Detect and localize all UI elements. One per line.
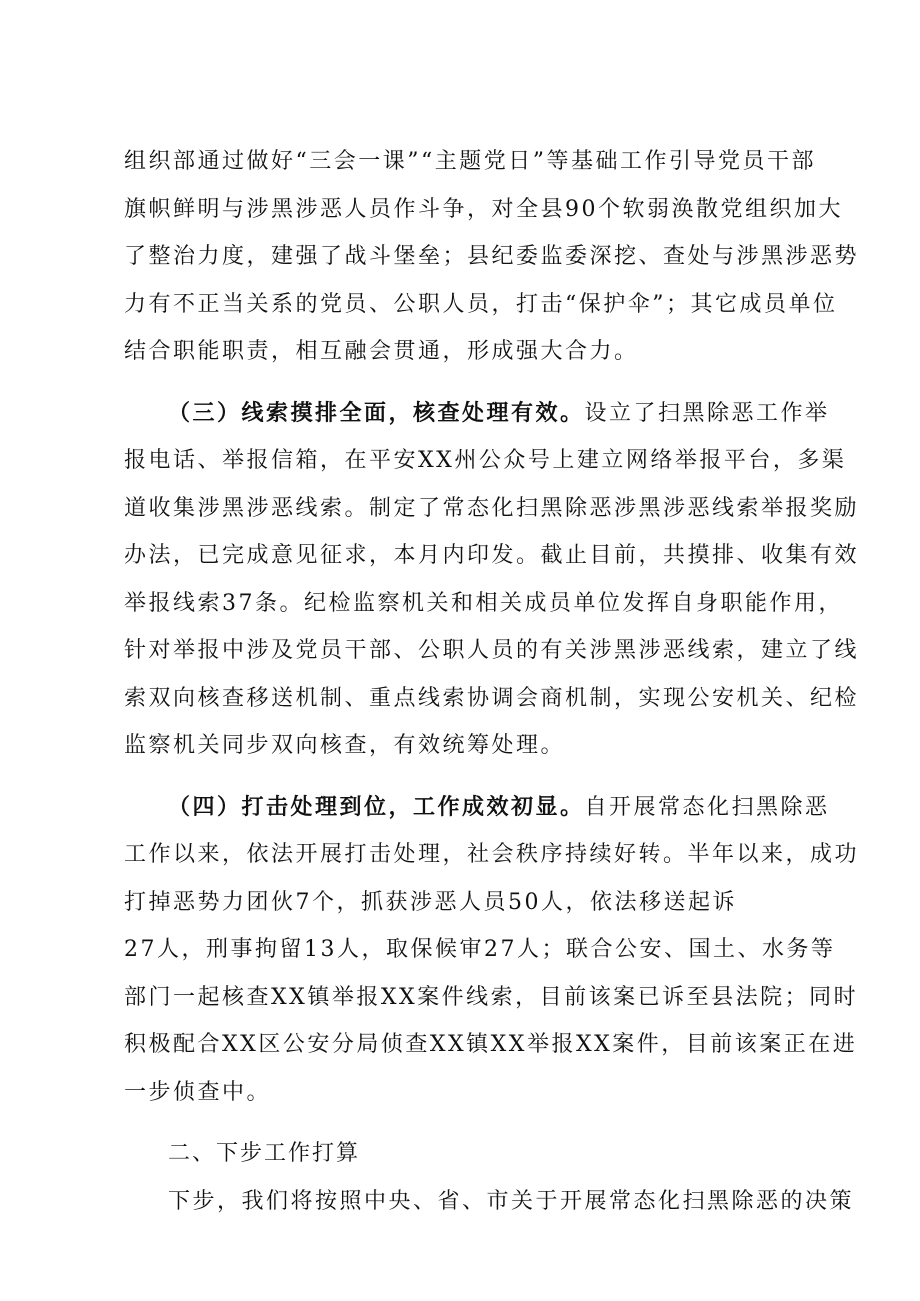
text-line: 监察机关同步双向核查，有效统筹处理。	[124, 733, 566, 758]
text-line: 力有不正当关系的党员、公职人员，打击“保护伞”；其它成员单位	[124, 291, 838, 317]
text-line: 组织部通过做好“三会一课”“主题党日”等基础工作引导党员干部	[124, 149, 816, 174]
paragraph-crackdown-results	[124, 784, 860, 1117]
text-line: 积极配合XX区公安分局侦查XX镇XX举报XX案件，目前该案正在进	[124, 1032, 858, 1057]
text-line: 报电话、举报信箱，在平安XX州公众号上建立网络举报平台，多渠	[124, 448, 847, 473]
text-line: 道收集涉黑涉恶线索。制定了常态化扫黑除恶涉黑涉恶线索举报奖励	[124, 495, 860, 521]
text-line: 办法，已完成意见征求，本月内印发。截止目前，共摸排、收集有效	[124, 543, 860, 568]
document-body	[124, 138, 860, 1225]
text-line: 针对举报中涉及党员干部、公职人员的有关涉黑涉恶线索，建立了线	[124, 638, 860, 663]
text-line: 工作以来，依法开展打击处理，社会秩序持续好转。半年以来，成功	[124, 842, 860, 867]
section-heading-next-steps: 二、下步工作打算	[168, 1141, 361, 1166]
paragraph-next-steps	[124, 1178, 855, 1226]
text-line: 索双向核查移送机制、重点线索协调会商机制，实现公安机关、纪检	[124, 685, 860, 711]
text-run: 自开展常态化扫黑除恶	[584, 794, 830, 820]
text-line: 举报线索37条。纪检监察机关和相关成员单位发挥自身职能作用，	[124, 590, 843, 616]
text-line: 打掉恶势力团伙7个，抓获涉恶人员50人，依法移送起诉	[124, 889, 737, 915]
subheading-crackdown-results: （四）打击处理到位，工作成效初显。	[168, 794, 585, 820]
text-line: 结合职能职责，相互融会贯通，形成强大合力。	[124, 339, 639, 364]
text-line: 部门一起核查XX镇举报XX案件线索，目前该案已诉至县法院；同时	[124, 984, 859, 1010]
text-line: 27人，刑事拘留13人，取保候审27人；联合公安、国土、水务等	[124, 937, 836, 962]
text-line: 旗帜鲜明与涉黑涉恶人员作斗争，对全县90个软弱涣散党组织加大	[124, 196, 843, 222]
subheading-clue-investigation: （三）线索摸排全面，核查处理有效。	[168, 400, 585, 426]
paragraph-clue-investigation	[124, 390, 860, 770]
text-line: 了整治力度，建强了战斗堡垒；县纪委监委深挖、查处与涉黑涉恶势	[124, 244, 860, 269]
text-line	[124, 390, 830, 438]
text-run: 设立了扫黑除恶工作举	[584, 400, 830, 426]
text-line	[124, 784, 830, 832]
text-line: 一步侦查中。	[124, 1079, 272, 1105]
text-line: 下步，我们将按照中央、省、市关于开展常态化扫黑除恶的决策	[168, 1188, 855, 1214]
paragraph-party-organization	[124, 138, 860, 376]
